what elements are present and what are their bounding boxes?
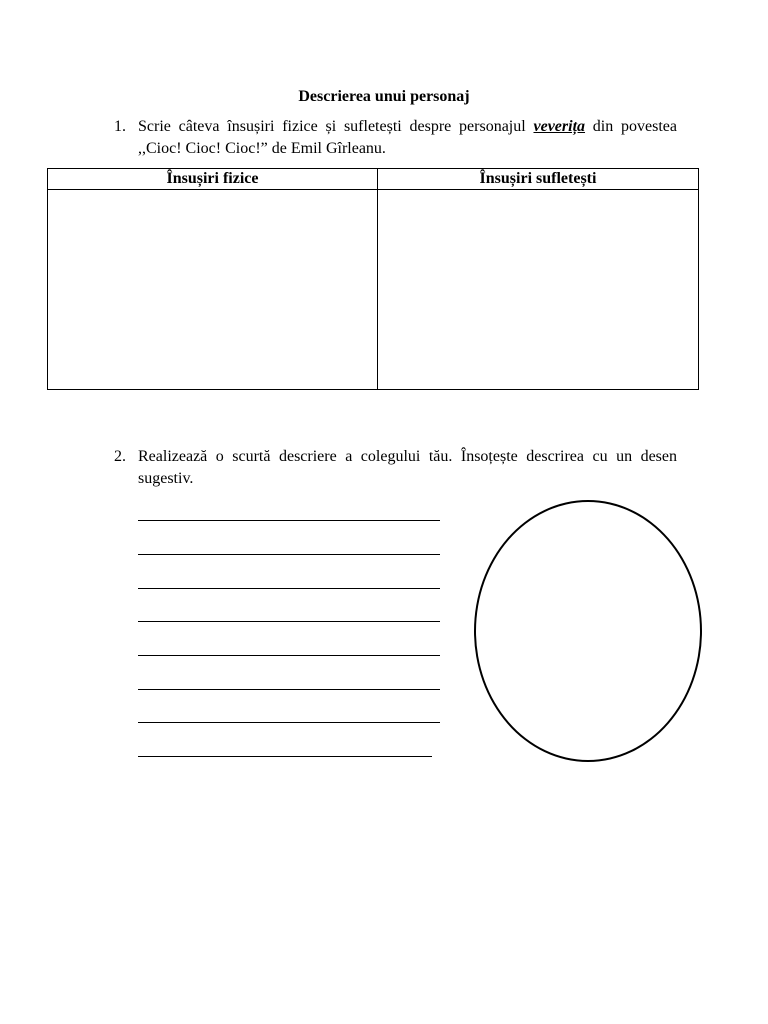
task-1 (114, 116, 677, 160)
task-1-text-after: din povestea ,,Cioc! Cioc! Cioc!” de Emil Gîrleanu. (138, 118, 678, 157)
soul-traits-cell[interactable] (378, 190, 699, 390)
task-1-text (138, 116, 677, 160)
writing-line[interactable] (138, 655, 440, 656)
traits-table (47, 168, 699, 390)
writing-line[interactable] (138, 520, 440, 521)
writing-line[interactable] (138, 554, 440, 555)
header-physical-traits: Însușiri fizice (48, 169, 378, 190)
task-2-number: 2. (114, 448, 126, 465)
task-1-text-before: Scrie câteva însușiri fizice și sufletești despre personajul (138, 118, 534, 135)
drawing-oval[interactable] (474, 500, 702, 762)
writing-line[interactable] (138, 621, 440, 622)
writing-line[interactable] (138, 756, 432, 757)
writing-line[interactable] (138, 689, 440, 690)
writing-line[interactable] (138, 588, 440, 589)
physical-traits-cell[interactable] (48, 190, 378, 390)
task-1-number: 1. (114, 118, 126, 135)
header-soul-traits: Însușiri sufletești (378, 169, 699, 190)
task-2-text: Realizează o scurtă descriere a colegului tău. Însoțește descrirea cu un desen sugestiv. (138, 448, 677, 487)
character-name: veverița (533, 118, 586, 135)
writing-line[interactable] (138, 722, 440, 723)
worksheet-title: Descrierea unui personaj (298, 88, 470, 105)
task-2 (114, 446, 677, 490)
